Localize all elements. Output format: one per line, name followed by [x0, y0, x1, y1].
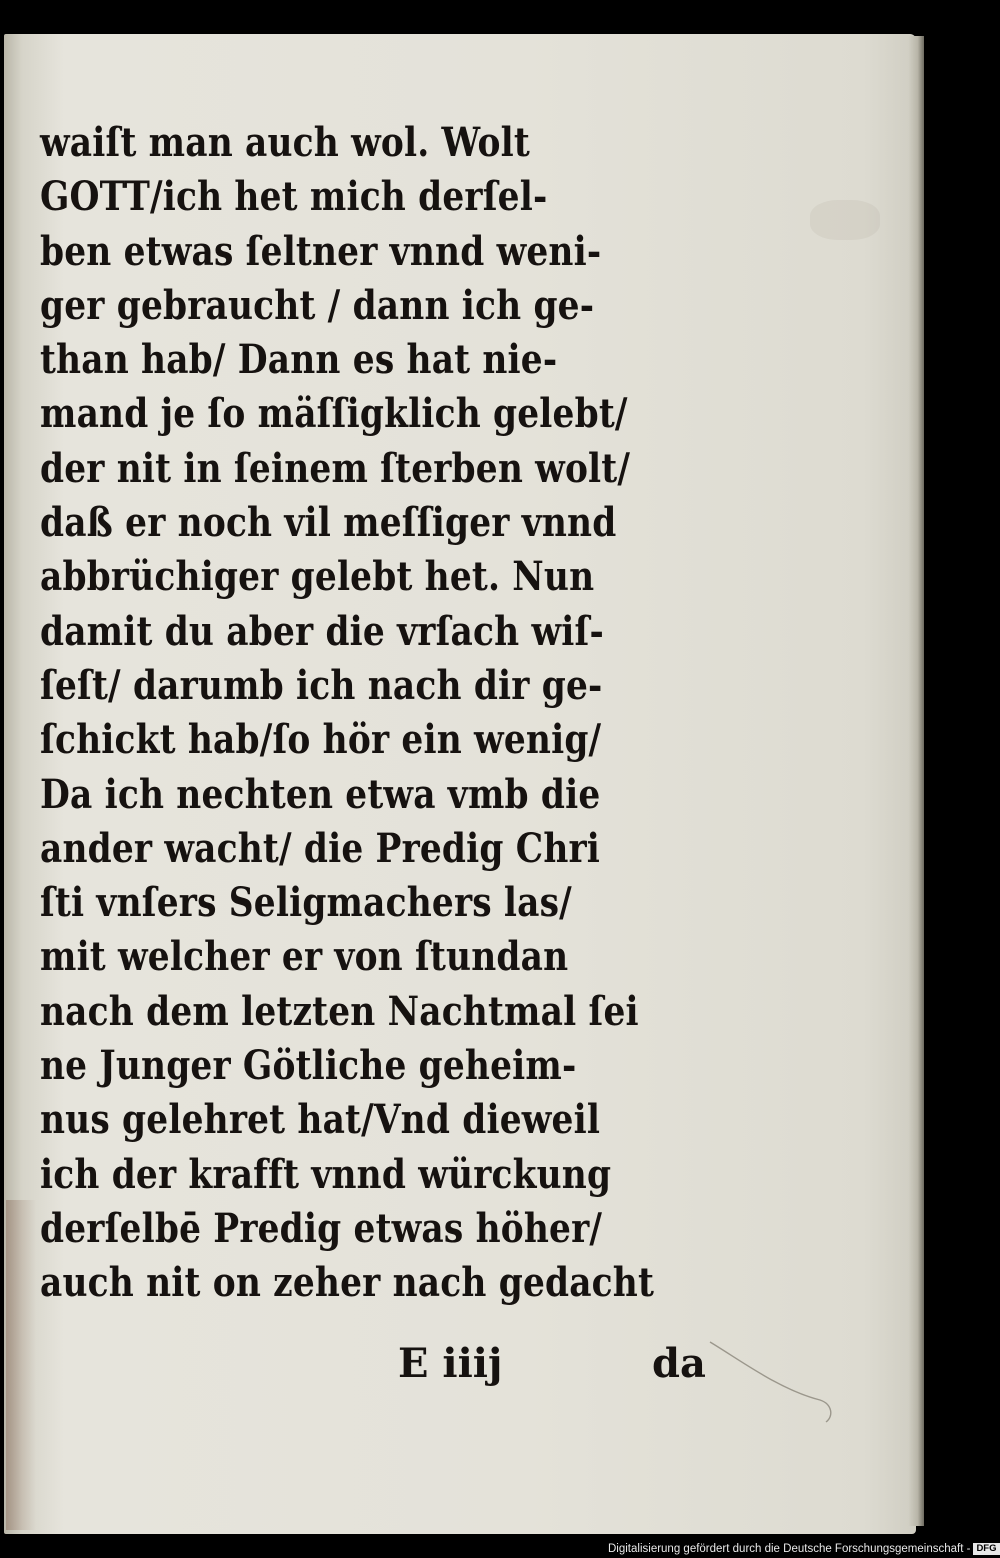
signature-mark: E iiij	[398, 1340, 503, 1387]
digitization-credit	[608, 1540, 1000, 1558]
text-line: ſti vnſers Seligmachers las/	[40, 879, 572, 927]
ink-show-through	[810, 200, 880, 240]
signature-catchword-line	[398, 1340, 718, 1390]
pencil-mark-icon	[700, 1330, 840, 1430]
text-line: mand je ſo mäſſigklich gelebt/	[40, 390, 628, 438]
text-line: ſeſt/ darumb ich nach dir ge-	[40, 661, 603, 709]
text-line: nus gelehret hat/Vnd dieweil	[40, 1096, 601, 1144]
text-line: ben etwas ſeltner vnnd weni-	[40, 227, 602, 275]
text-line: nach dem letzten Nachtmal ſei	[40, 987, 639, 1035]
text-line: ne Junger Götliche geheim-	[40, 1042, 577, 1090]
credit-text: Digitalisierung gefördert durch die Deutsche Forschungsgemeinschaft -	[608, 1543, 971, 1555]
body-text	[40, 116, 720, 1311]
text-line: than hab/ Dann es hat nie-	[40, 336, 558, 384]
text-line: derſelbē Predig etwas höher/	[40, 1204, 603, 1252]
text-line: abbrüchiger gelebt het. Nun	[40, 553, 595, 601]
text-line: damit du aber die vrſach wiſ-	[40, 607, 604, 655]
text-line: mit welcher er von ſtundan	[40, 933, 569, 981]
text-line: Da ich nechten etwa vmb die	[40, 770, 601, 818]
paper-stain	[6, 1200, 36, 1530]
text-line: ſchickt hab/ſo hör ein wenig/	[40, 716, 602, 764]
catchword: da	[652, 1340, 706, 1387]
text-line: ich der krafft vnnd würckung	[40, 1150, 612, 1198]
text-line: waiſt man auch wol. Wolt	[40, 119, 530, 166]
page-edge	[908, 36, 924, 1526]
text-line: auch nit on zeher nach gedacht	[40, 1259, 655, 1307]
text-line: ander wacht/ die Predig Chri	[40, 824, 601, 872]
text-line: daß er noch vil meſſiger vnnd	[40, 499, 617, 547]
text-line: ger gebraucht / dann ich ge-	[40, 281, 595, 329]
dfg-logo-icon: DFG	[973, 1543, 999, 1555]
text-line: der nit in ſeinem ſterben wolt/	[40, 444, 631, 492]
text-line: GOTT/ich het mich derſel-	[40, 173, 548, 221]
